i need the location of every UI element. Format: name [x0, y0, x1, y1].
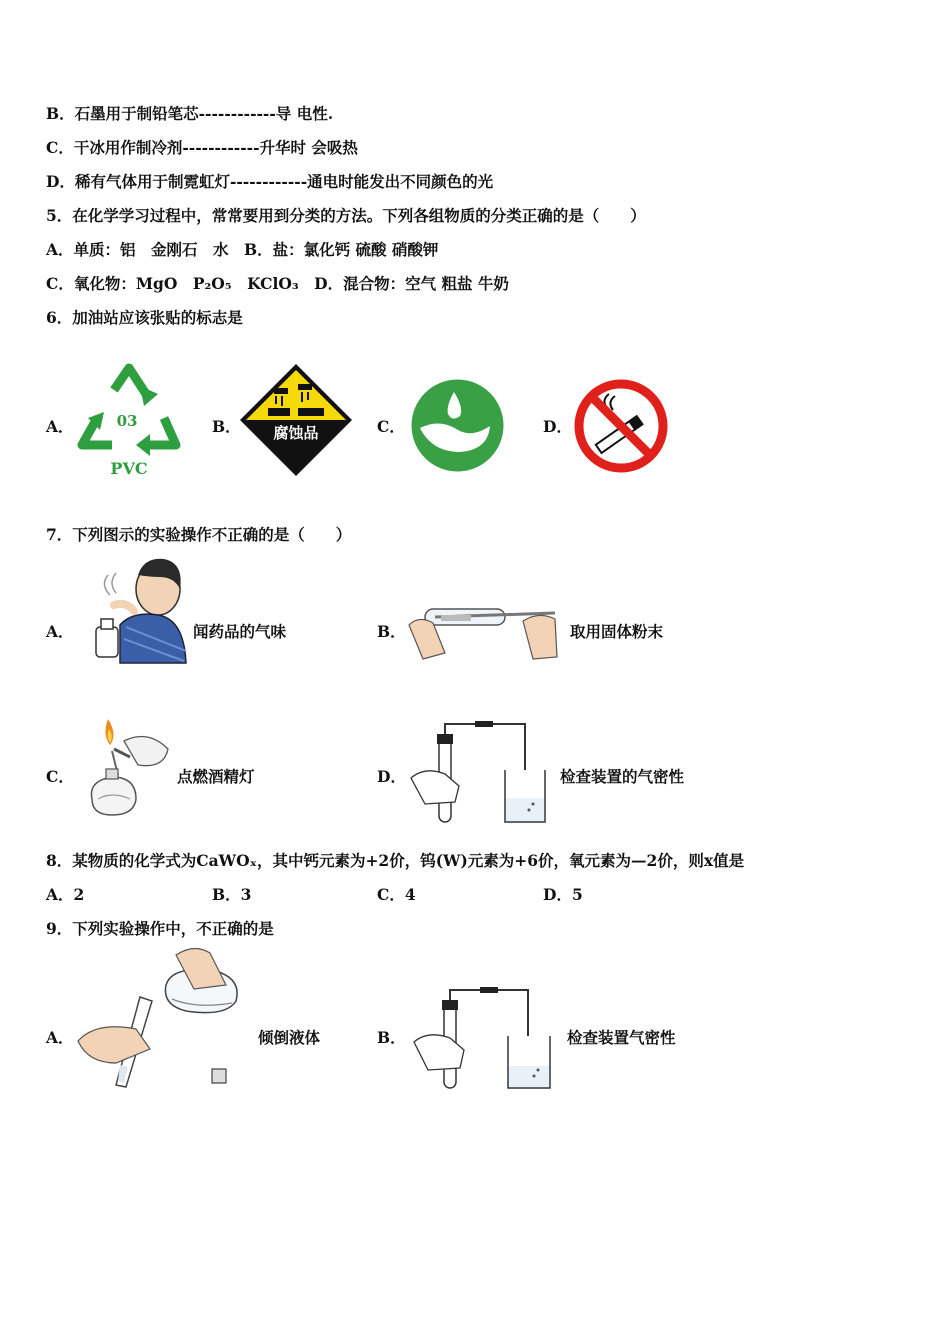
q8-option-d: D．5 [543, 885, 583, 904]
water-saving-icon [410, 378, 505, 473]
alcohol-lamp-figure [78, 715, 174, 823]
q7-option-b-label: B． [377, 622, 406, 641]
recycle-label: PVC [110, 459, 148, 478]
question-7: 7．下列图示的实验操作不正确的是（ ） [46, 525, 352, 544]
q9-option-b-label: B． [377, 1028, 406, 1047]
q7-option-a-label: A． [46, 622, 74, 641]
question-9: 9．下列实验操作中，不正确的是 [46, 919, 274, 938]
recycle-number: 03 [116, 412, 138, 430]
question-5-options-cd: C．氧化物：MgO P₂O₅ KClO₃ D．混合物：空气 粗盐 牛奶 [46, 274, 509, 293]
question-5-options-ab: A．单质：铝 金刚石 水 B．盐：氯化钙 硫酸 硝酸钾 [46, 240, 439, 259]
q7-option-d-caption: 检查装置的气密性 [560, 767, 685, 786]
question-5: 5．在化学学习过程中，常常要用到分类的方法。下列各组物质的分类正确的是（ ） [46, 206, 646, 225]
q9-option-b-caption: 检查装置气密性 [567, 1028, 676, 1047]
q9-option-a-label: A． [46, 1028, 74, 1047]
q8-option-c: C．4 [377, 885, 416, 904]
q6-option-d-label: D． [543, 417, 572, 436]
q6-option-b-label: B． [212, 417, 241, 436]
airtightness-check-figure [405, 718, 555, 828]
corrosive-sign-icon [238, 362, 354, 478]
q8-option-b: B．3 [212, 885, 252, 904]
option-b-graphite: B．石墨用于制铅笔芯------------导 电性. [46, 104, 334, 123]
q9-option-a-caption: 倾倒液体 [258, 1028, 321, 1047]
recycle-pvc-icon [74, 360, 184, 480]
option-c-dry-ice: C．干冰用作制冷剂------------升华时 会吸热 [46, 138, 358, 157]
q8-option-a: A．2 [46, 885, 85, 904]
pouring-liquid-figure [76, 945, 246, 1090]
q7-option-c-caption: 点燃酒精灯 [177, 767, 255, 786]
airtightness-check-figure-2 [408, 984, 558, 1092]
q6-option-c-label: C． [377, 417, 405, 436]
option-d-noble-gas: D．稀有气体用于制霓虹灯------------通电时能发出不同颜色的光 [46, 172, 494, 191]
question-6: 6．加油站应该张贴的标志是 [46, 308, 243, 327]
q7-option-c-label: C． [46, 767, 74, 786]
q7-option-b-caption: 取用固体粉末 [570, 622, 664, 641]
q7-option-a-caption: 闻药品的气味 [193, 622, 287, 641]
question-8: 8．某物质的化学式为CaWOₓ，其中钙元素为+2价，钨(W)元素为+6价，氧元素为—2价，则x值是 [46, 851, 745, 870]
powder-transfer-figure [405, 595, 565, 665]
q7-option-d-label: D． [377, 767, 406, 786]
q6-option-a-label: A． [46, 417, 74, 436]
no-smoking-icon [573, 378, 669, 474]
corrosive-label: 腐蚀品 [273, 424, 319, 442]
smell-chemical-figure [80, 555, 190, 667]
